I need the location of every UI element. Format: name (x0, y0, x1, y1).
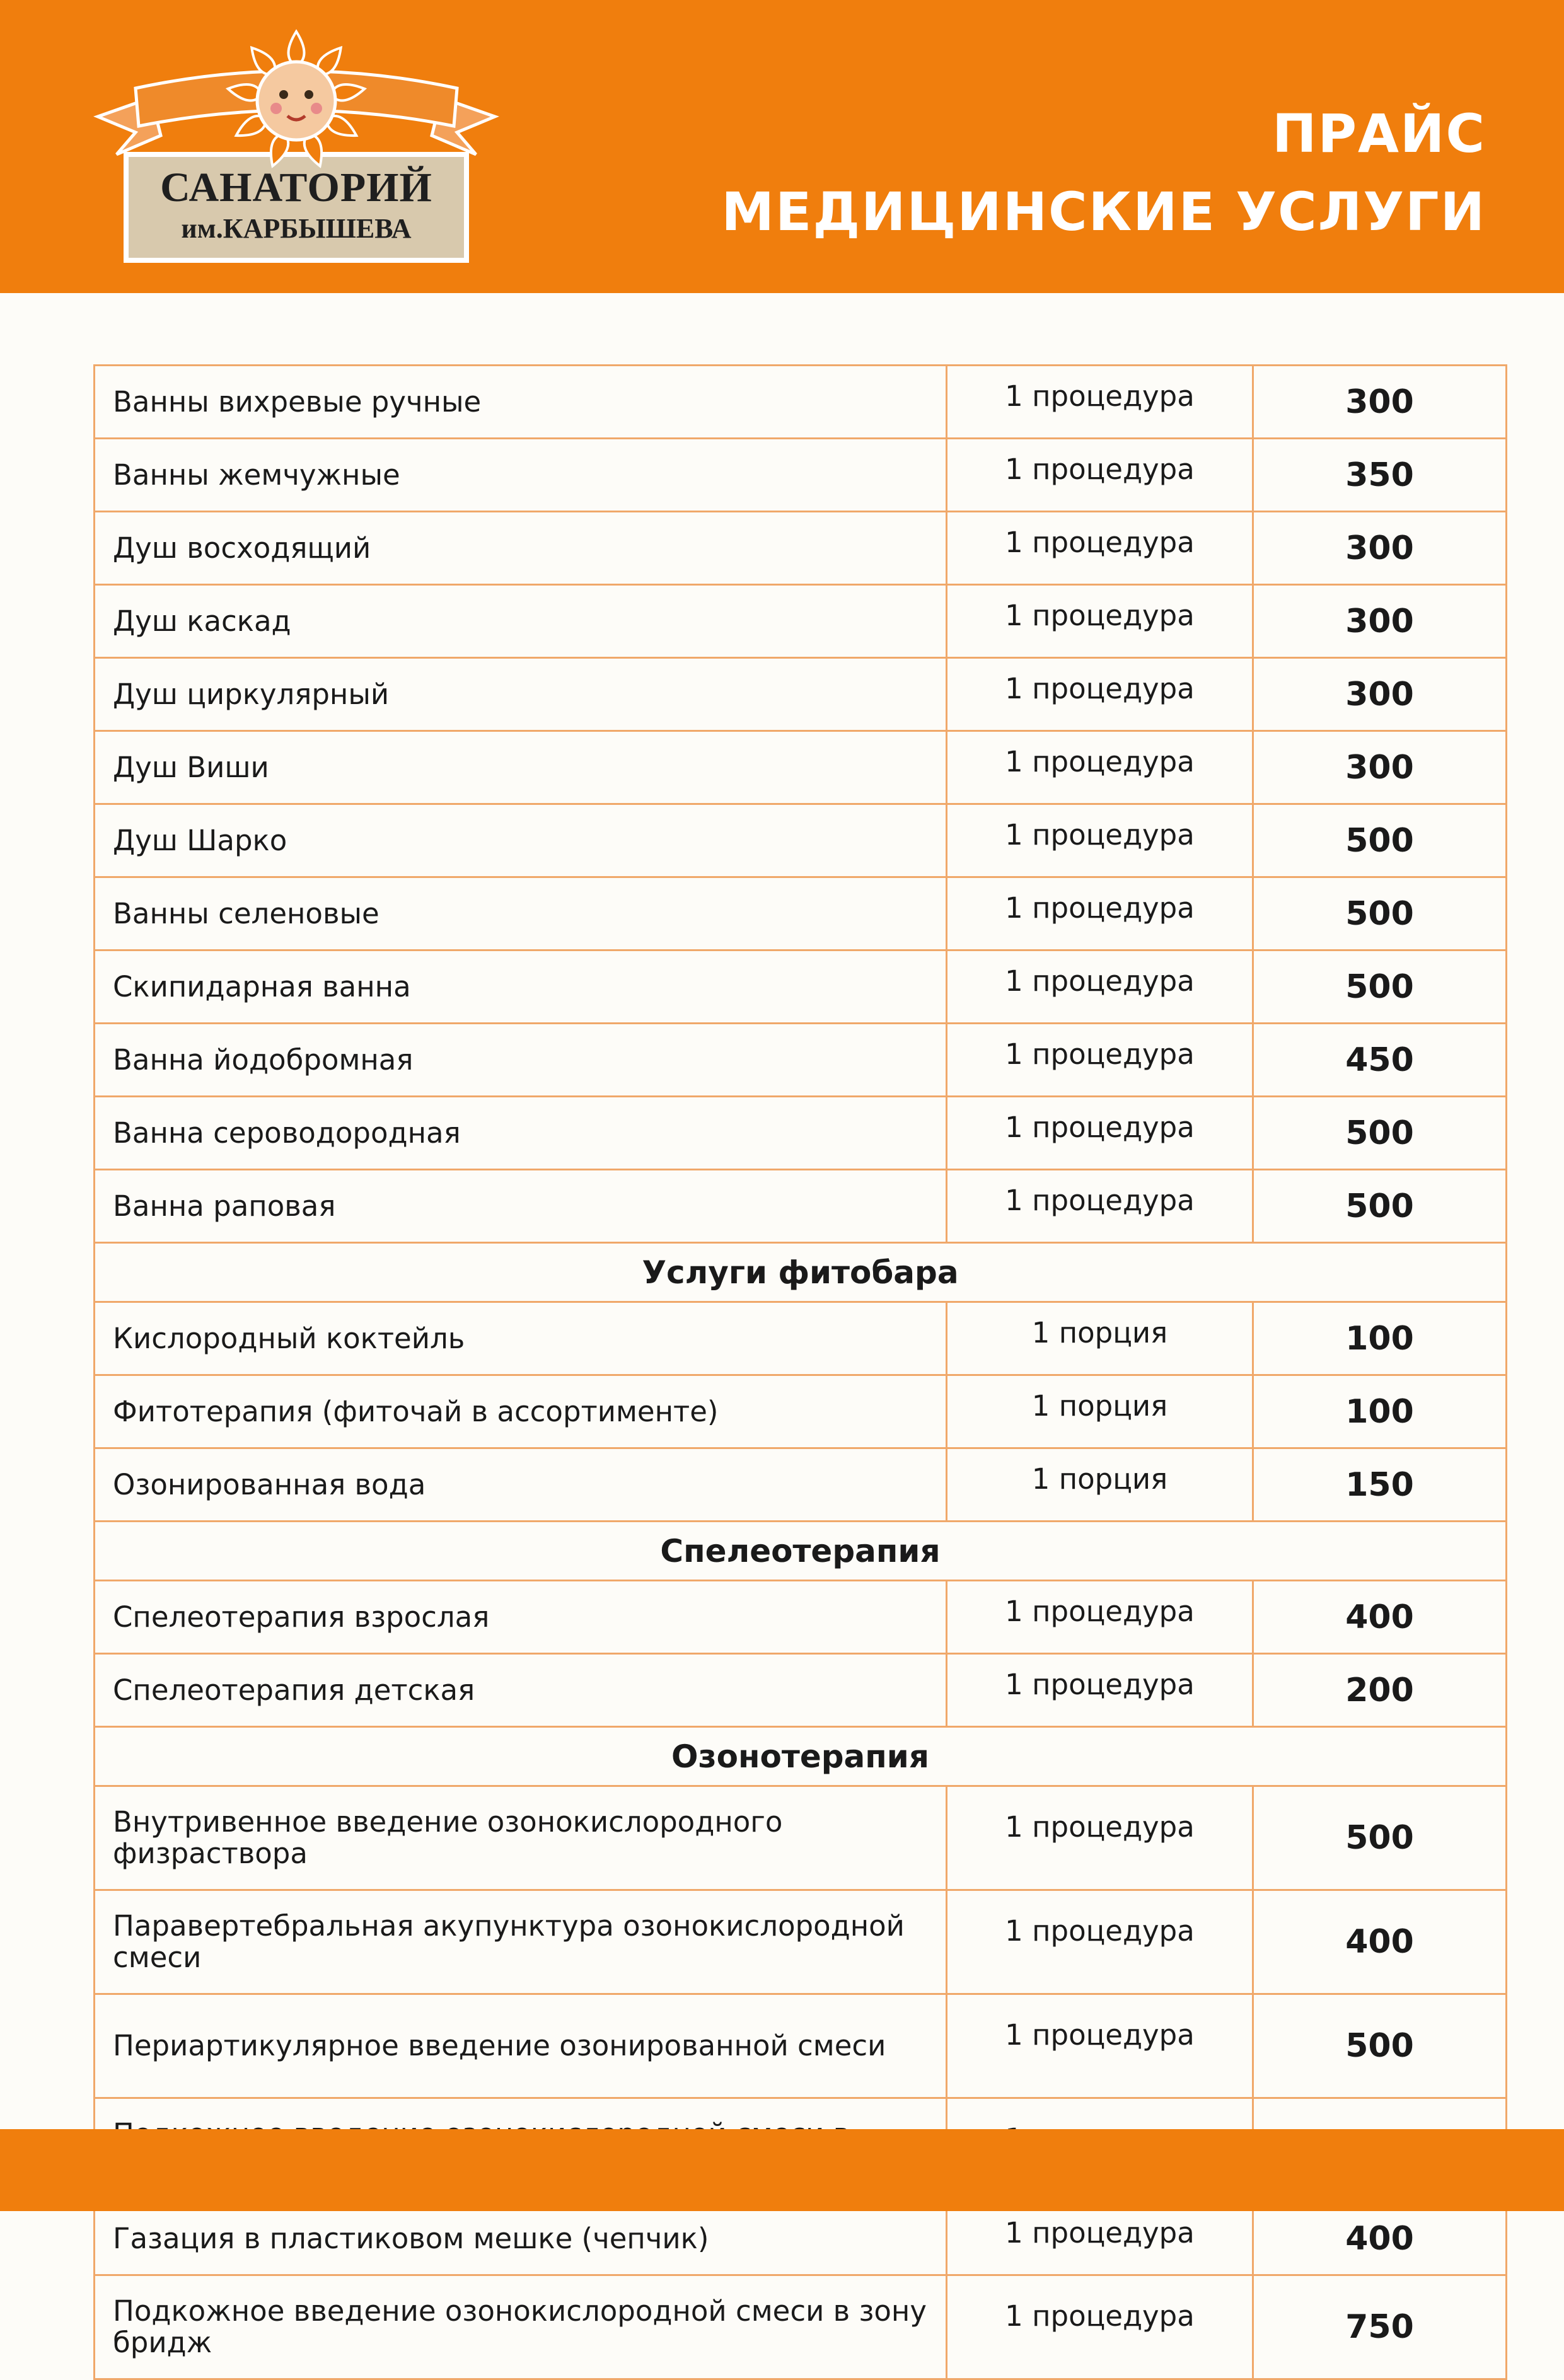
service-unit: 1 порция (947, 1375, 1253, 1448)
service-name: Фитотерапия (фиточай в ассортименте) (95, 1375, 947, 1448)
page-title (721, 95, 1486, 251)
table-row (95, 1097, 1507, 1170)
service-unit: 1 процедура (947, 512, 1253, 585)
service-unit: 1 процедура (947, 1654, 1253, 1727)
section-title: Озонотерапия (95, 1727, 1507, 1786)
section-header-row (95, 1522, 1507, 1581)
table-row (95, 1786, 1507, 1890)
service-name: Душ Виши (95, 731, 947, 804)
service-unit: 1 процедура (947, 1581, 1253, 1654)
service-price: 750 (1253, 2275, 1507, 2379)
price-table-body (95, 366, 1507, 2379)
service-name: Газация в пластиковом мешке (чепчик) (95, 2202, 947, 2275)
service-price: 350 (1253, 439, 1507, 512)
service-name: Душ каскад (95, 585, 947, 658)
service-price: 300 (1253, 366, 1507, 439)
table-row (95, 512, 1507, 585)
service-unit: 1 процедура (947, 2202, 1253, 2275)
service-unit: 1 процедура (947, 1994, 1253, 2098)
service-unit: 1 процедура (947, 366, 1253, 439)
logo-title: САНАТОРИЙ (160, 165, 432, 211)
service-price: 500 (1253, 1097, 1507, 1170)
service-unit: 1 процедура (947, 439, 1253, 512)
sanatorium-logo (91, 28, 501, 268)
service-price: 500 (1253, 1994, 1507, 2098)
service-price: 400 (1253, 2202, 1507, 2275)
service-name: Ванны вихревые ручные (95, 366, 947, 439)
service-price: 300 (1253, 512, 1507, 585)
service-price: 100 (1253, 1302, 1507, 1375)
table-row (95, 2202, 1507, 2275)
service-name: Озонированная вода (95, 1448, 947, 1522)
service-unit: 1 процедура (947, 585, 1253, 658)
service-name: Спелеотерапия детская (95, 1654, 947, 1727)
service-price: 500 (1253, 804, 1507, 877)
price-table (93, 364, 1507, 2380)
service-name: Ванна йодобромная (95, 1024, 947, 1097)
service-name: Ванны селеновые (95, 877, 947, 950)
service-unit: 1 процедура (947, 950, 1253, 1024)
table-row (95, 731, 1507, 804)
service-price: 500 (1253, 1170, 1507, 1243)
service-unit: 1 процедура (947, 1097, 1253, 1170)
service-unit: 1 процедура (947, 804, 1253, 877)
table-row (95, 1375, 1507, 1448)
service-price: 400 (1253, 1890, 1507, 1994)
table-row (95, 658, 1507, 731)
table-row (95, 1994, 1507, 2098)
service-name: Паравертебральная акупунктура озонокислородной смеси (95, 1890, 947, 1994)
table-row (95, 439, 1507, 512)
service-price: 500 (1253, 877, 1507, 950)
service-unit: 1 порция (947, 1302, 1253, 1375)
service-price: 300 (1253, 585, 1507, 658)
service-price: 100 (1253, 1375, 1507, 1448)
service-price: 400 (1253, 1581, 1507, 1654)
table-row (95, 1890, 1507, 1994)
service-price: 450 (1253, 1024, 1507, 1097)
table-row (95, 1654, 1507, 1727)
service-price: 150 (1253, 1448, 1507, 1522)
service-price: 200 (1253, 1654, 1507, 1727)
title-line-1: ПРАЙС (1272, 103, 1486, 165)
service-name: Ванна раповая (95, 1170, 947, 1243)
service-name: Душ восходящий (95, 512, 947, 585)
logo-subtitle: им.КАРБЫШЕВА (181, 213, 412, 244)
section-header-row (95, 1243, 1507, 1302)
service-unit: 1 процедура (947, 1170, 1253, 1243)
service-name: Душ циркулярный (95, 658, 947, 731)
footer-bar (0, 2129, 1564, 2211)
section-title: Спелеотерапия (95, 1522, 1507, 1581)
service-unit: 1 процедура (947, 2275, 1253, 2379)
service-unit: 1 порция (947, 1448, 1253, 1522)
table-row (95, 950, 1507, 1024)
service-name: Душ Шарко (95, 804, 947, 877)
table-row (95, 804, 1507, 877)
service-unit: 1 процедура (947, 877, 1253, 950)
table-row (95, 1170, 1507, 1243)
service-unit: 1 процедура (947, 731, 1253, 804)
service-unit: 1 процедура (947, 1890, 1253, 1994)
service-name: Кислородный коктейль (95, 1302, 947, 1375)
section-header-row (95, 1727, 1507, 1786)
title-line-2: МЕДИЦИНСКИЕ УСЛУГИ (721, 181, 1486, 243)
service-name: Периартикулярное введение озонированной смеси (95, 1994, 947, 2098)
service-unit: 1 процедура (947, 1024, 1253, 1097)
section-title: Услуги фитобара (95, 1243, 1507, 1302)
service-name: Внутривенное введение озонокислородного физраствора (95, 1786, 947, 1890)
service-price: 500 (1253, 1786, 1507, 1890)
service-unit: 1 процедура (947, 1786, 1253, 1890)
service-price: 500 (1253, 950, 1507, 1024)
table-row (95, 2275, 1507, 2379)
table-row (95, 877, 1507, 950)
service-name: Ванна сероводородная (95, 1097, 947, 1170)
service-name: Скипидарная ванна (95, 950, 947, 1024)
service-name: Подкожное введение озонокислородной смеси в зону бридж (95, 2275, 947, 2379)
table-row (95, 1302, 1507, 1375)
service-price: 300 (1253, 731, 1507, 804)
service-name: Ванны жемчужные (95, 439, 947, 512)
service-unit: 1 процедура (947, 658, 1253, 731)
table-row (95, 366, 1507, 439)
service-name: Спелеотерапия взрослая (95, 1581, 947, 1654)
table-row (95, 585, 1507, 658)
table-row (95, 1448, 1507, 1522)
table-row (95, 1024, 1507, 1097)
table-row (95, 1581, 1507, 1654)
service-price: 300 (1253, 658, 1507, 731)
